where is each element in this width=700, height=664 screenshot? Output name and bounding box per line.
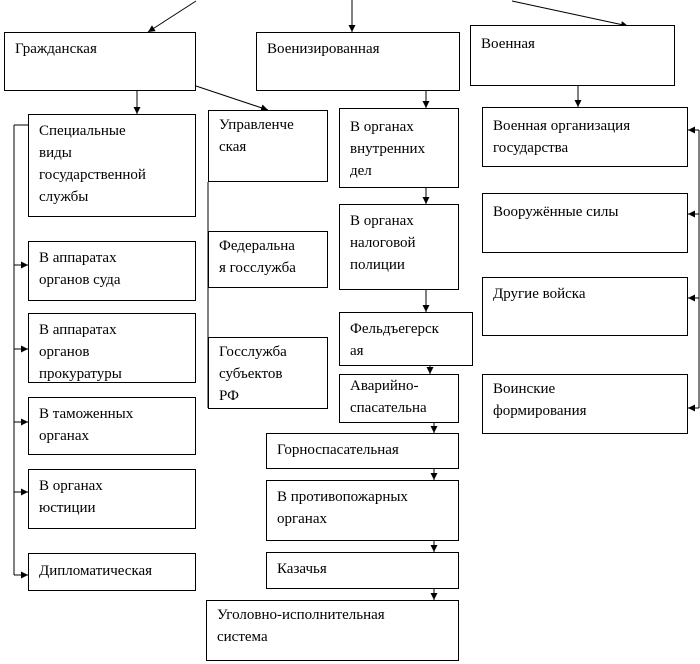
paramilitary-mine-rescue: Горноспасательная [266,433,459,469]
military-formations: Воинские формирования [482,374,688,434]
civil-mid-regional: Госслужба субъектов РФ [208,337,328,409]
paramilitary-tax: В органах налоговой полиции [339,204,459,290]
civil-item-customs: В таможенных органах [28,397,196,455]
civil-mid-federal: Федеральна я госслужба [208,231,328,288]
military-organization: Военная организация государства [482,107,688,167]
civil-item-special: Специальные виды государственной службы [28,114,196,217]
category-paramilitary: Военизированная [256,32,460,91]
arrow-to-military [512,1,628,26]
paramilitary-internal: В органах внутренних дел [339,108,459,188]
paramilitary-fire: В противопожарных органах [266,480,459,541]
category-military: Военная [470,25,675,86]
civil-item-justice: В органах юстиции [28,469,196,529]
military-armed-forces: Вооружённые силы [482,193,688,253]
civil-item-diplomatic: Дипломатическая [28,553,196,591]
civil-item-prosecutor: В аппаратах органов прокуратуры [28,313,196,383]
paramilitary-rescue: Аварийно- спасательна [339,374,459,423]
civil-item-court: В аппаратах органов суда [28,241,196,301]
civil-mid-management: Управленче ская [208,110,328,182]
category-civil: Гражданская [4,32,196,91]
paramilitary-courier: Фельдъегерск ая [339,312,473,366]
paramilitary-penitentiary: Уголовно-исполнительная система [206,600,459,661]
military-other-troops: Другие войска [482,277,688,336]
paramilitary-cossack: Казачья [266,552,459,589]
arrow-to-civil [148,1,196,32]
